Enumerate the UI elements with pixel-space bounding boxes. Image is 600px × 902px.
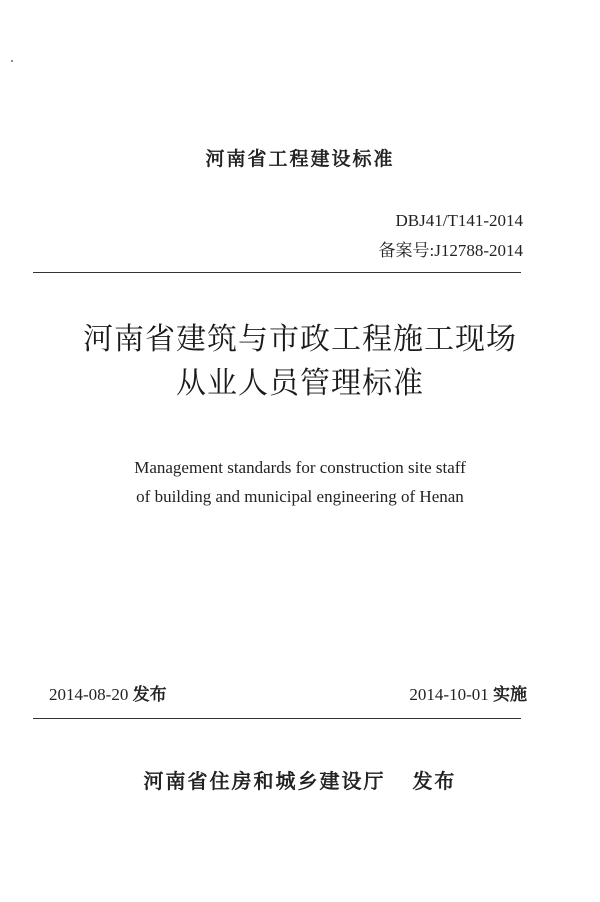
chinese-title-line-1: 河南省建筑与市政工程施工现场	[83, 322, 517, 357]
chinese-title	[0, 318, 600, 406]
english-title	[0, 453, 600, 511]
english-title-line-1: Management standards for construction site staff	[134, 458, 466, 477]
standard-code-block	[379, 206, 524, 266]
record-number: 备案号:J12788-2014	[378, 241, 523, 260]
bottom-divider	[33, 718, 521, 719]
english-title-line-2: of building and municipal engineering of Henan	[136, 487, 464, 506]
issue-date: 2014-08-20	[49, 685, 129, 704]
effective-date: 2014-10-01	[409, 685, 489, 704]
standard-series-heading: 河南省工程建设标准	[205, 148, 395, 170]
effective-date-line	[409, 680, 527, 705]
issue-date-line	[49, 680, 167, 705]
issue-label: 发布	[132, 685, 167, 705]
publish-label: 发布	[412, 769, 457, 793]
top-divider	[33, 272, 521, 273]
publisher-line	[0, 765, 600, 794]
publisher-name: 河南省住房和城乡建设厅	[143, 769, 386, 793]
effective-label: 实施	[493, 685, 527, 705]
standard-code: DBJ41/T141-2014	[395, 211, 523, 230]
chinese-title-line-2: 从业人员管理标准	[176, 366, 424, 401]
scan-speck	[11, 60, 13, 62]
